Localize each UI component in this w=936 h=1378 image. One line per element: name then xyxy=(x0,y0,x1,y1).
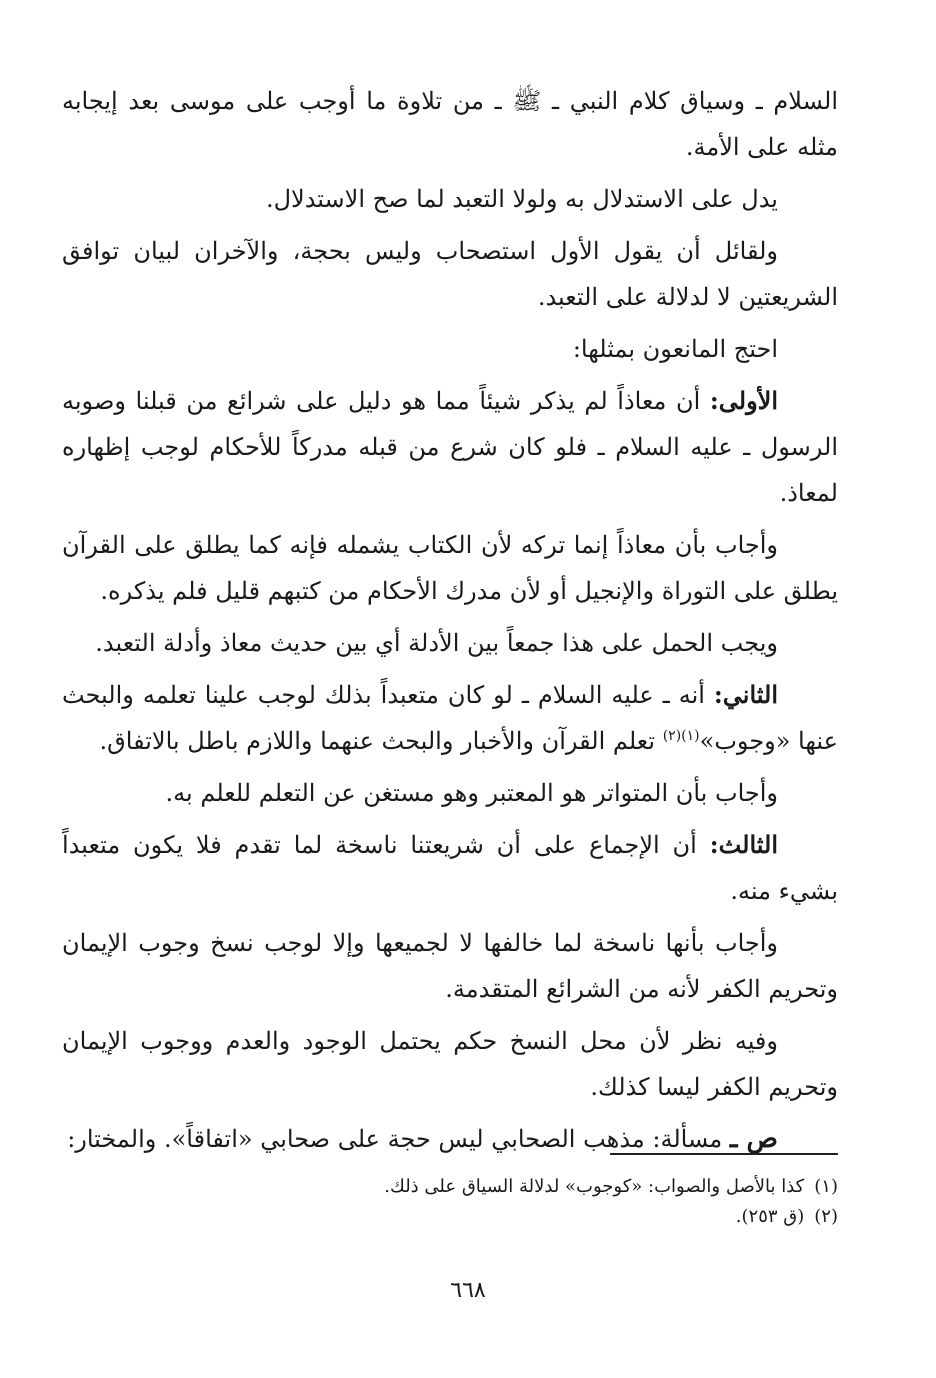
page-body xyxy=(62,78,838,1166)
second-argument-text-before: أنه ـ عليه السلام ـ لو كان متعبداً بذلك لوجب علينا تعلمه والبحث عنها «وجوب» xyxy=(62,681,838,755)
paragraph-critique: وفيه نظر لأن محل النسخ حكم يحتمل الوجود والعدم ووجوب الإيمان وتحريم الكفر ليسا كذلك. xyxy=(62,1027,838,1101)
term-second: الثاني: xyxy=(713,680,778,709)
paragraph-second-reply: وأجاب بأن المتواتر هو المعتبر وهو مستغن عن التعلم للعلم به. xyxy=(165,779,778,807)
footnote-text: كذا بالأصل والصواب: «كوجوب» لدلالة السياق على ذلك. xyxy=(384,1176,805,1197)
footnote-2 xyxy=(138,1202,838,1232)
footnote-number: (١) xyxy=(814,1176,838,1197)
first-argument-text: أن معاذاً لم يذكر شيئاً مما هو دليل على شرائع من قبلنا وصوبه الرسول ـ عليه السلام ـ فلو كان شرع من قبله مدركاً للأحكام لوجب إظهاره لمعاذ. xyxy=(62,387,839,507)
page-number: ٦٦٨ xyxy=(450,1278,486,1303)
footnote-divider xyxy=(610,1153,838,1155)
third-argument-text: أن الإجماع على أن شريعتنا ناسخة لما تقدم فلا يكون متعبداً بشيء منه. xyxy=(62,831,838,905)
paragraph-first-argument xyxy=(62,378,838,516)
paragraph-second-argument xyxy=(62,672,838,764)
paragraph-new-issue xyxy=(62,1116,838,1162)
new-issue-text: مسألة: مذهب الصحابي ليس حجة على صحابي «اتفاقاً». والمختار: xyxy=(67,1125,730,1153)
footnote-references: (١)(٢) xyxy=(662,728,700,744)
footnote-text: (ق ٢٥٣). xyxy=(735,1206,805,1227)
term-third: الثالث: xyxy=(709,830,778,859)
footnote-number: (٢) xyxy=(814,1206,838,1227)
paragraph-evidence: يدل على الاستدلال به ولولا التعبد لما صح الاستدلال. xyxy=(265,185,778,213)
second-argument-text-after: تعلم القرآن والأخبار والبحث عنهما واللازم باطل بالاتفاق. xyxy=(99,727,663,755)
paragraph-third-argument xyxy=(62,822,838,914)
text-marker-sad: ص ـ xyxy=(729,1124,778,1154)
paragraph-objection: ولقائل أن يقول الأول استصحاب وليس بحجة، والآخران لبيان توافق الشريعتين لا لدلالة على التعبد. xyxy=(62,237,838,311)
paragraph-continuation: السلام ـ وسياق كلام النبي ـ ﷺ ـ من تلاوة ما أوجب على موسى بعد إيجابه مثله على الأمة. xyxy=(62,87,838,161)
paragraph-opponents-heading: احتج المانعون بمثلها: xyxy=(572,335,778,363)
paragraph-first-reply: وأجاب بأن معاذاً إنما تركه لأن الكتاب يشمله فإنه كما يطلق على القرآن يطلق على التوراة والإنجيل أو لأن مدرك الأحكام من كتبهم قليل فلم يذكره. xyxy=(62,531,838,605)
term-first: الأولى: xyxy=(709,386,779,415)
paragraph-third-reply: وأجاب بأنها ناسخة لما خالفها لا لجميعها وإلا لوجب نسخ وجوب الإيمان وتحريم الكفر لأنه من الشرائع المتقدمة. xyxy=(62,929,838,1003)
paragraph-reconciliation: ويجب الحمل على هذا جمعاً بين الأدلة أي بين حديث معاذ وأدلة التعبد. xyxy=(95,629,778,657)
footnote-1 xyxy=(138,1172,838,1202)
footnotes xyxy=(138,1172,838,1232)
